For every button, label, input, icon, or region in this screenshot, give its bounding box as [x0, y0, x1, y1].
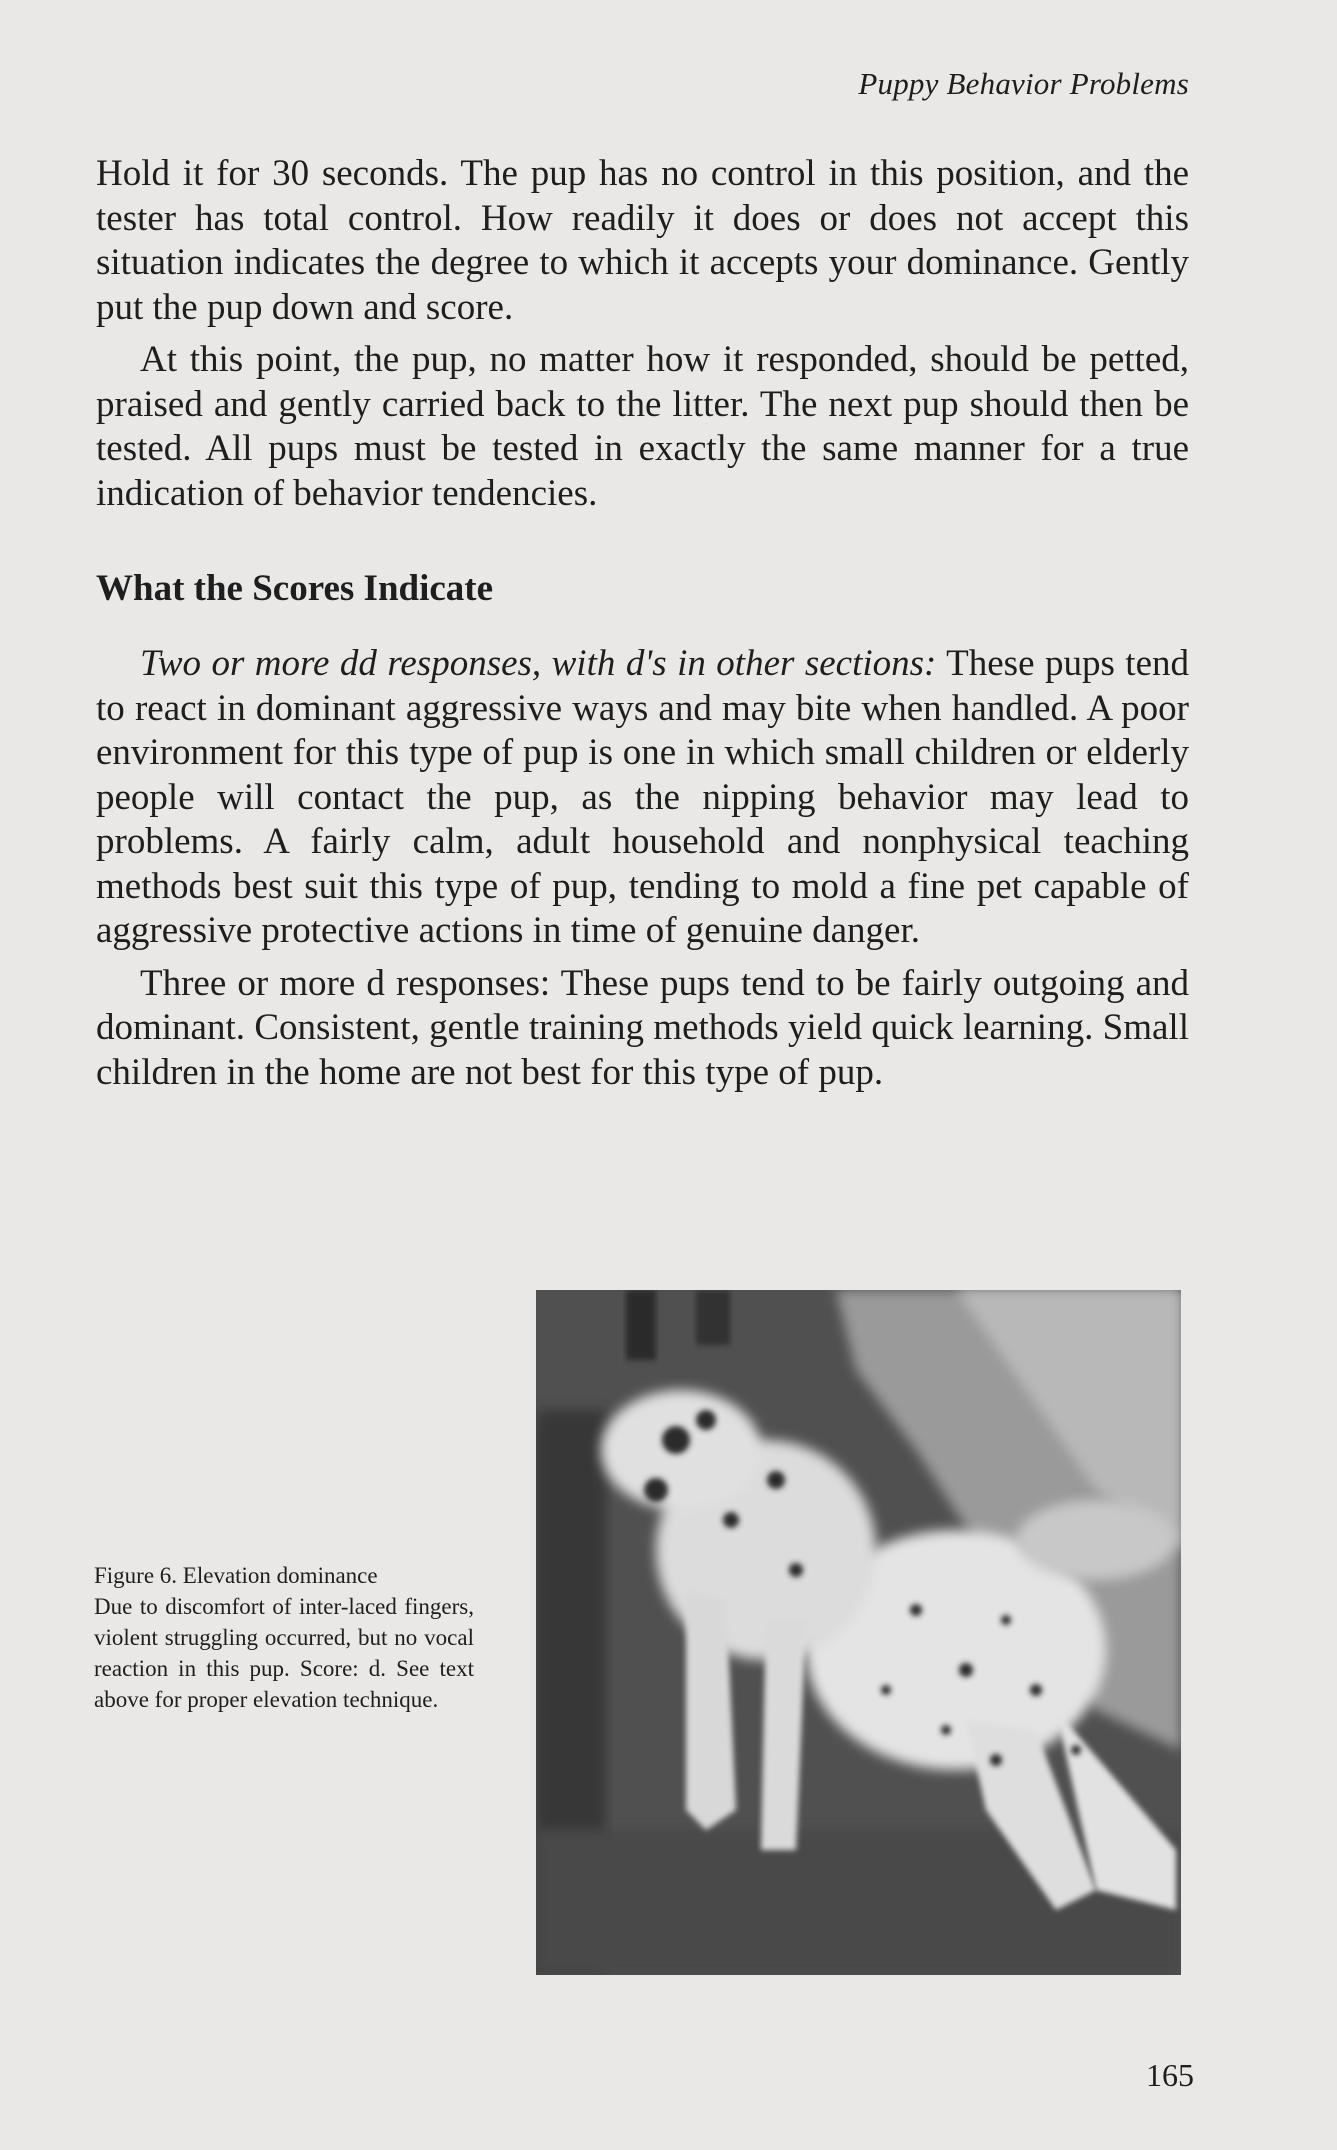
page-number: 165	[1146, 2057, 1194, 2093]
paragraph: Hold it for 30 seconds. The pup has no control in this position, and the tester has total control. How readily it does or does not accept this situation indicates the degree to which it accepts your dominance. Gently put the pup down and score.	[96, 153, 1189, 328]
section-heading: What the Scores Indicate	[96, 568, 494, 609]
running-head: Puppy Behavior Problems	[858, 66, 1189, 101]
paragraph-body: These pups tend to react in dominant aggressive ways and may bite when handled. A poor environment for this type of pup is one in which small children or elderly people will contact the pup, as the nipping behavior may lead to problems. A fairly calm, adult household and nonphysical teaching methods best suit this type of pup, tending to mold a fine pet capable of aggressive protective actions in time of genuine danger.	[96, 643, 1189, 951]
caption-title: Figure 6. Elevation dominance	[94, 1563, 378, 1588]
figure-caption	[94, 1560, 474, 1715]
paragraph: Three or more d responses: These pups tend to be fairly outgoing and dominant. Consistent, gentle training methods yield quick learning. Small children in the home are not best for this type of pup.	[96, 962, 1189, 1093]
puppy-photo-illustration	[536, 1290, 1181, 1975]
paragraph: At this point, the pup, no matter how it responded, should be petted, praised and gently carried back to the litter. The next pup should then be tested. All pups must be tested in exactly the same manner for a true indication of behavior tendencies.	[96, 339, 1189, 514]
body-text-section	[96, 642, 1189, 1103]
figure-photo	[536, 1290, 1181, 1975]
paragraph-lead: Two or more dd responses, with d's in other sections:	[140, 643, 937, 684]
body-text-top	[96, 152, 1189, 524]
paragraph	[96, 642, 1189, 954]
caption-body: Due to discomfort of inter-laced fingers, violent struggling occurred, but no vocal reaction in this pup. Score: d. See text above for proper elevation technique.	[94, 1594, 474, 1712]
